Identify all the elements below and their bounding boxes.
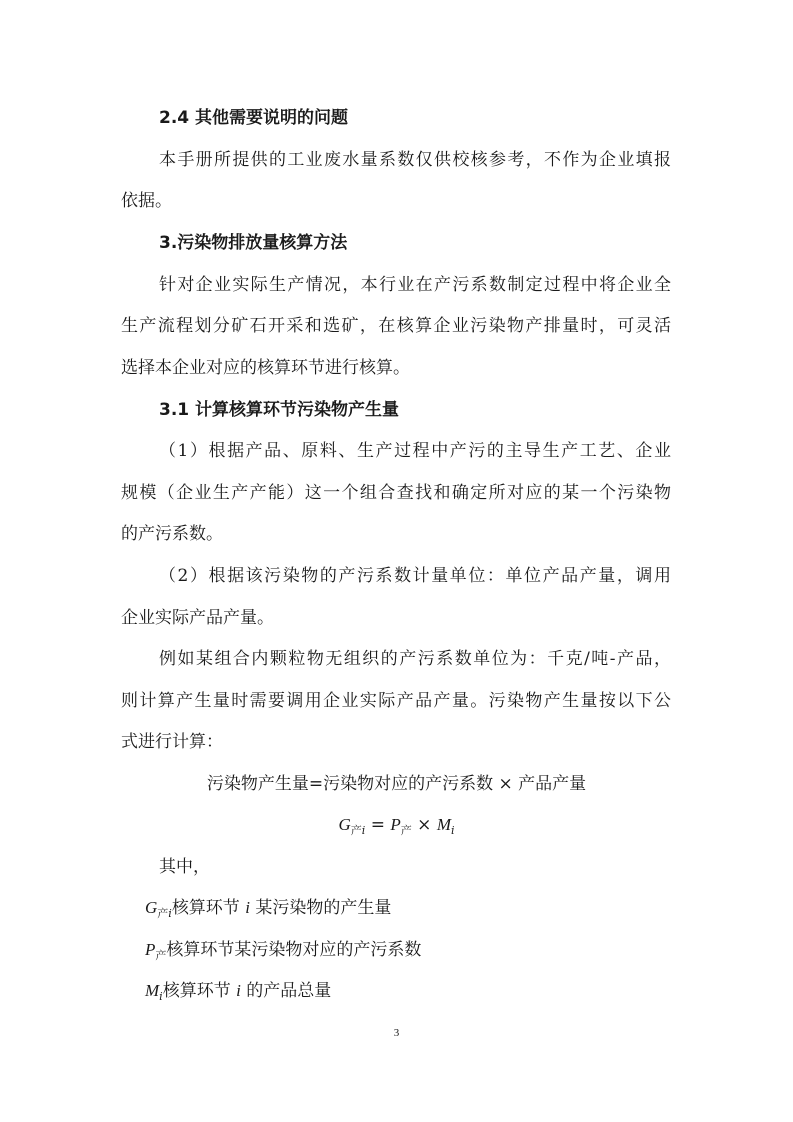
formula-eq: = bbox=[370, 815, 385, 835]
definition-p bbox=[145, 938, 421, 964]
formula-times: × bbox=[417, 815, 432, 835]
paragraph-2-line-2: 生产流程划分矿石开采和选矿，在核算企业污染物产排量时，可灵活 bbox=[121, 316, 671, 336]
page-number: 3 bbox=[393, 1027, 400, 1039]
formula-m: M bbox=[436, 815, 451, 834]
def-g-text2: 某污染物的产生量 bbox=[249, 898, 392, 918]
def-p-symbol: P bbox=[145, 940, 156, 959]
formula-symbolic bbox=[0, 813, 793, 839]
heading-2-4: 2.4 其他需要说明的问题 bbox=[159, 108, 349, 128]
paragraph-5-line-1: 例如某组合内颗粒物无组织的产污系数单位为：千克/吨-产品， bbox=[159, 649, 671, 669]
def-m-i: i bbox=[159, 990, 163, 1003]
paragraph-1-line-2: 依据。 bbox=[121, 191, 172, 211]
paragraph-3-line-1: （1）根据产品、原料、生产过程中产污的主导生产工艺、企业 bbox=[159, 441, 671, 461]
def-p-sub: 产 bbox=[155, 949, 167, 962]
where-label: 其中， bbox=[159, 857, 210, 877]
def-p-text: 核算环节某污染物对应的产污系数 bbox=[166, 940, 422, 960]
paragraph-1-line-1: 本手册所提供的工业废水量系数仅供校核参考，不作为企业填报 bbox=[159, 150, 671, 170]
formula-p-sub: 产 bbox=[400, 824, 412, 837]
formula-text: 污染物产生量=污染物对应的产污系数 × 产品产量 bbox=[206, 774, 587, 794]
def-g-var: i bbox=[245, 898, 250, 917]
def-m-var: i bbox=[236, 981, 241, 1000]
def-m-symbol: M bbox=[145, 981, 160, 1000]
heading-3-1: 3.1 计算核算环节污染物产生量 bbox=[159, 400, 400, 420]
def-g-symbol: G bbox=[145, 898, 158, 917]
formula-g-sub: 产 bbox=[350, 824, 362, 837]
paragraph-5-line-2: 则计算产生量时需要调用企业实际产品产量。污染物产生量按以下公 bbox=[121, 691, 671, 711]
formula-g-i: i bbox=[361, 824, 366, 837]
paragraph-3-line-2: 规模（企业生产产能）这一个组合查找和确定所对应的某一个污染物 bbox=[121, 483, 671, 503]
def-m-text: 核算环节 bbox=[162, 981, 237, 1001]
definition-m bbox=[145, 979, 331, 1005]
def-g-text: 核算环节 bbox=[171, 898, 246, 918]
def-g-i: i bbox=[168, 907, 172, 920]
paragraph-5-line-3: 式进行计算： bbox=[121, 732, 223, 752]
paragraph-2-line-3: 选择本企业对应的核算环节进行核算。 bbox=[121, 358, 410, 378]
formula-m-i: i bbox=[450, 824, 455, 837]
paragraph-4-line-1: （2）根据该污染物的产污系数计量单位：单位产品产量，调用 bbox=[159, 566, 671, 586]
paragraph-4-line-2: 企业实际产品产量。 bbox=[121, 608, 274, 628]
definition-g bbox=[145, 896, 391, 922]
heading-3: 3.污染物排放量核算方法 bbox=[159, 233, 348, 253]
def-m-text2: 的产品总量 bbox=[240, 981, 332, 1001]
formula-g: G bbox=[338, 815, 351, 834]
formula-p: P bbox=[390, 815, 401, 834]
paragraph-3-line-3: 的产污系数。 bbox=[121, 524, 223, 544]
paragraph-2-line-1: 针对企业实际生产情况，本行业在产污系数制定过程中将企业全 bbox=[159, 275, 671, 295]
def-g-sub: 产 bbox=[157, 907, 169, 920]
